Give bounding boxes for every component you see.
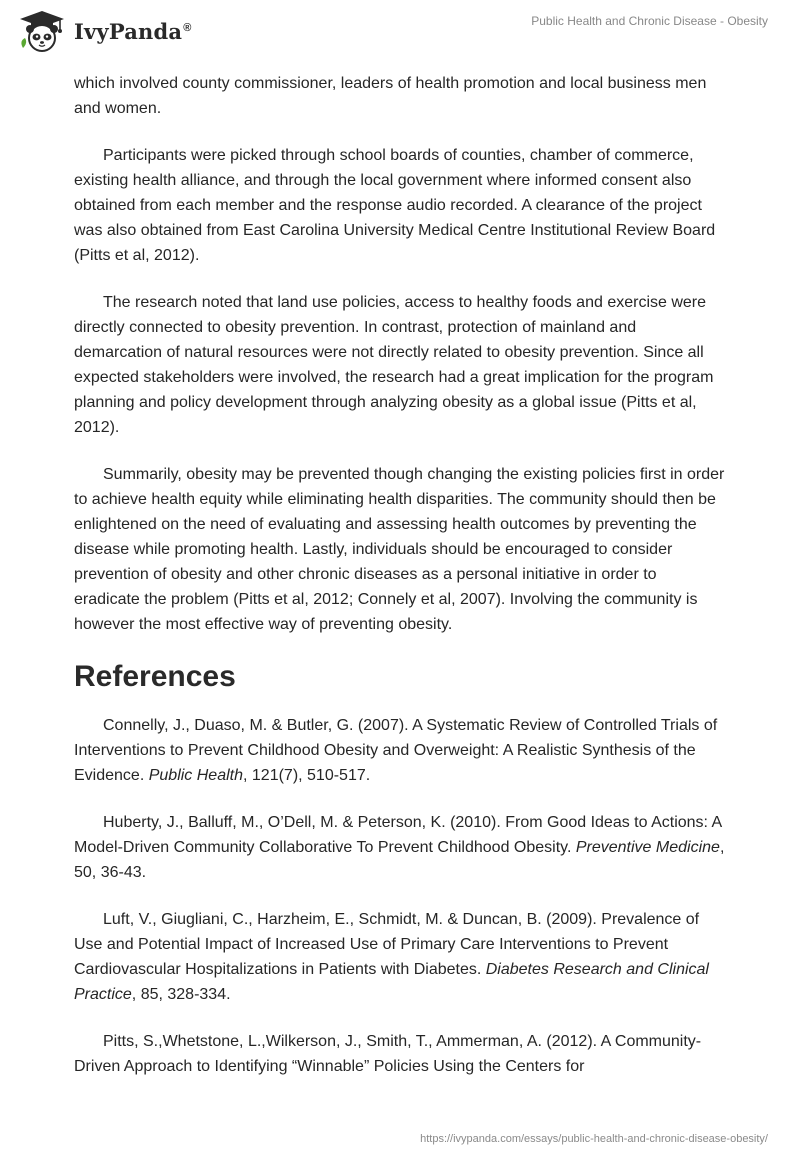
ivypanda-logo[interactable] xyxy=(16,8,192,54)
paragraph-participants: Participants were picked through school boards of counties, chamber of commerce, existing health alliance, and through the local government where informed consent also obtained from each member and the response audio recorded. A clearance of the project was also obtained from East Carolina University Medical Centre Institutional Review Board (Pitts et al, 2012). xyxy=(74,147,716,264)
reference-journal: Diabetes Research and Clinical Practice xyxy=(74,961,709,1003)
logo-text: IvyPanda xyxy=(74,18,183,44)
reference-details: , 50, 36-43. xyxy=(74,839,725,881)
reference-item xyxy=(74,1029,726,1079)
reference-item xyxy=(74,907,726,1007)
registered-mark: ® xyxy=(183,21,192,34)
document-title: Public Health and Chronic Disease - Obesity xyxy=(531,14,768,28)
reference-text: Connelly, J., Duaso, M. & Butler, G. (2007). A Systematic Review of Controlled Trials of Interventions to Prevent Childhood Obesity and Overweight: A Realistic Synthesis of the Evidence. xyxy=(74,717,718,784)
paragraph-continuation: which involved county commissioner, leaders of health promotion and local business men and women. xyxy=(74,75,707,117)
page-header xyxy=(0,0,800,70)
footer-url[interactable]: https://ivypanda.com/essays/public-health-and-chronic-disease-obesity/ xyxy=(420,1133,768,1145)
paragraph-summary: Summarily, obesity may be prevented though changing the existing policies first in order to achieve health equity while eliminating health disparities. The community should then be enlightened on the need of evaluating and assessing health outcomes by preventing the disease while promoting health. Lastly, individuals should be encouraged to consider prevention of obesity and other chronic diseases as a personal initiative in order to eradicate the problem (Pitts et al, 2012; Connely et al, 2007). Involving the community is however the most effective way of preventing obesity. xyxy=(74,466,725,633)
reference-details: , 85, 328-334. xyxy=(131,986,231,1003)
reference-details: , 121(7), 510-517. xyxy=(243,767,371,784)
reference-journal: Public Health xyxy=(148,767,243,784)
reference-item xyxy=(74,810,726,885)
paragraph-findings: The research noted that land use policies, access to healthy foods and exercise were directly connected to obesity prevention. In contrast, protection of mainland and demarcation of natural resources were not directly related to obesity prevention. Since all expected stakeholders were involved, the research had a great implication for the program planning and policy development through analyzing obesity as a global issue (Pitts et al, 2012). xyxy=(74,294,714,436)
reference-text: Luft, V., Giugliani, C., Harzheim, E., Schmidt, M. & Duncan, B. (2009). Prevalence of Use and Potential Impact of Increased Use of Primary Care Interventions to Prevent Cardiovascular Hospitalizations in Patients with Diabetes. xyxy=(74,911,700,978)
reference-journal: Preventive Medicine xyxy=(575,839,720,856)
reference-item xyxy=(74,713,726,788)
reference-text: Huberty, J., Balluff, M., O’Dell, M. & Peterson, K. (2010). From Good Ideas to Actions: A Model-Driven Community Collaborative To Prevent Childhood Obesity. xyxy=(74,814,722,856)
references-heading: References xyxy=(74,660,236,693)
panda-graduate-icon xyxy=(16,8,68,54)
essay-content xyxy=(74,71,726,1101)
logo-wordmark xyxy=(74,19,192,44)
reference-text: Pitts, S.,Whetstone, L.,Wilkerson, J., Smith, T., Ammerman, A. (2012). A Community-Driven Approach to Identifying “Winnable” Policies Using the Centers for xyxy=(74,1033,702,1075)
